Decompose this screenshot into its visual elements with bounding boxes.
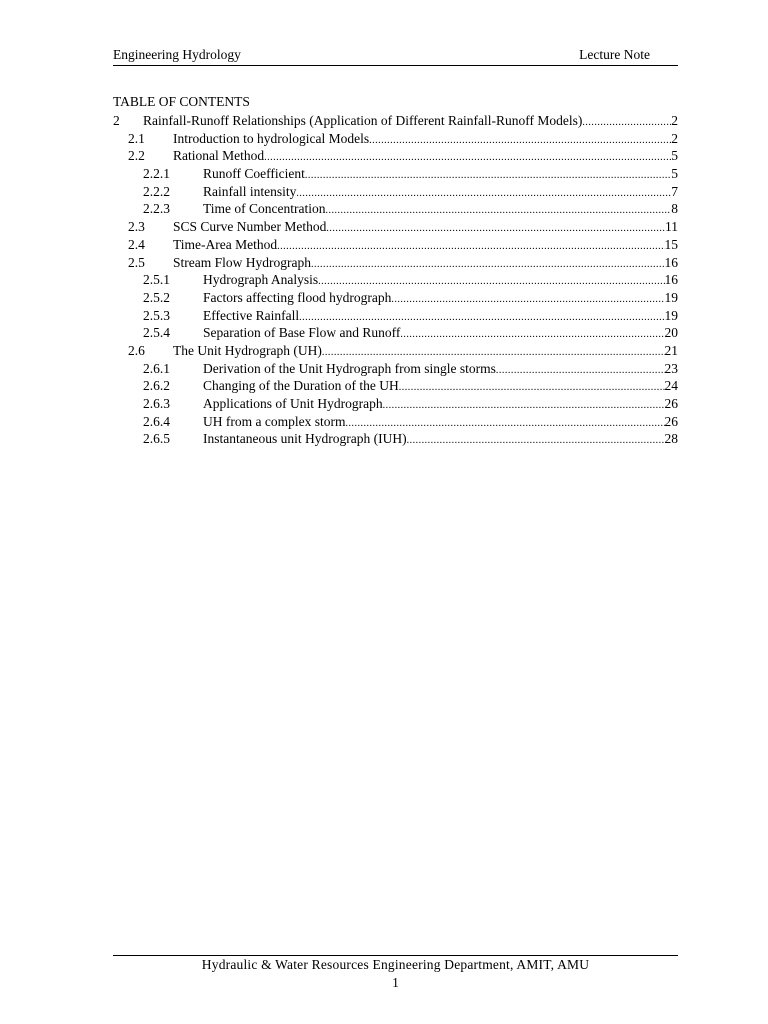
toc-entry-number: 2.6	[128, 342, 145, 358]
toc-entry-page: 2	[671, 130, 678, 146]
toc-entry[interactable]	[113, 395, 678, 413]
toc-dot-leader	[407, 432, 665, 450]
toc-entry-number: 2.3	[128, 219, 145, 235]
toc-entry-page: 23	[664, 360, 678, 376]
toc-entry-title: Runoff Coefficient	[203, 166, 305, 182]
toc-entry-title: Rainfall intensity	[203, 183, 297, 199]
toc-entry-page: 15	[664, 236, 678, 252]
toc-entry-title: UH from a complex storm	[203, 413, 346, 429]
toc-entry-page: 19	[664, 307, 678, 323]
header-course-title: Engineering Hydrology	[113, 47, 241, 62]
table-of-contents	[113, 112, 678, 448]
toc-entry[interactable]	[113, 236, 678, 254]
toc-entry-title: Changing of the Duration of the UH	[203, 378, 399, 394]
toc-entry-page: 21	[664, 342, 678, 358]
toc-entry-title: The Unit Hydrograph (UH)	[173, 342, 322, 358]
toc-entry-number: 2.2.1	[143, 166, 170, 182]
toc-entry-number: 2.5.2	[143, 289, 170, 305]
toc-entry-page: 28	[664, 431, 678, 447]
toc-entry[interactable]	[113, 271, 678, 289]
toc-entry-page: 11	[665, 219, 678, 235]
toc-entry-number: 2.6.2	[143, 378, 170, 394]
toc-entry-title: Effective Rainfall	[203, 307, 300, 323]
toc-entry-title: Time-Area Method	[173, 236, 278, 252]
toc-entry-page: 8	[671, 201, 678, 217]
toc-entry-title: Rainfall-Runoff Relationships (Application of Different Rainfall-Runoff Models)	[143, 113, 583, 128]
toc-entry-number: 2.5.3	[143, 307, 170, 323]
toc-entry[interactable]	[113, 200, 678, 218]
toc-entry-page: 26	[664, 396, 678, 411]
toc-entry-page: 5	[671, 148, 678, 164]
toc-entry-title: Hydrograph Analysis	[203, 272, 319, 288]
toc-entry[interactable]	[113, 130, 678, 148]
toc-entry-page: 16	[664, 254, 678, 270]
toc-entry-title: SCS Curve Number Method	[173, 219, 327, 235]
footer-department: Hydraulic & Water Resources Engineering Department, AMIT, AMU	[201, 957, 590, 972]
toc-entry-page: 19	[664, 289, 678, 305]
toc-entry-number: 2.2.2	[143, 183, 170, 199]
page-number: 1	[392, 975, 399, 990]
toc-entry-page: 24	[664, 378, 678, 394]
toc-entry[interactable]	[113, 342, 678, 360]
toc-entry-number: 2.6.3	[143, 396, 170, 411]
toc-entry[interactable]	[113, 360, 678, 378]
toc-entry-title: Derivation of the Unit Hydrograph from single storms	[203, 360, 496, 376]
toc-entry[interactable]	[113, 289, 678, 307]
toc-entry-number: 2.6.5	[143, 431, 170, 447]
toc-entry-number: 2	[113, 113, 120, 128]
toc-heading: TABLE OF CONTENTS	[113, 94, 250, 109]
header-doc-type: Lecture Note	[579, 47, 650, 62]
toc-entry-number: 2.5.4	[143, 325, 170, 341]
toc-entry-page: 7	[671, 183, 678, 199]
toc-entry-title: Introduction to hydrological Models	[173, 130, 370, 146]
toc-entry-page: 2	[671, 113, 678, 128]
toc-entry-number: 2.4	[128, 236, 145, 252]
toc-entry-title: Separation of Base Flow and Runoff	[203, 325, 401, 341]
toc-entry-title: Applications of Unit Hydrograph	[203, 396, 383, 411]
toc-entry[interactable]	[113, 183, 678, 201]
toc-entry[interactable]	[113, 218, 678, 236]
toc-entry[interactable]	[113, 324, 678, 342]
toc-entry-number: 2.2	[128, 148, 145, 164]
toc-entry-number: 2.1	[128, 130, 145, 146]
toc-entry-number: 2.5	[128, 254, 145, 270]
toc-entry-title: Stream Flow Hydrograph	[173, 254, 311, 270]
toc-entry[interactable]	[113, 307, 678, 325]
toc-entry-title: Factors affecting flood hydrograph	[203, 289, 392, 305]
toc-entry[interactable]	[113, 165, 678, 183]
toc-entry-number: 2.2.3	[143, 201, 170, 217]
toc-entry-number: 2.5.1	[143, 272, 170, 288]
toc-entry[interactable]	[113, 112, 678, 130]
toc-entry-title: Rational Method	[173, 148, 265, 164]
toc-entry-number: 2.6.4	[143, 413, 170, 429]
toc-entry-page: 20	[664, 325, 678, 341]
toc-entry-title: Instantaneous unit Hydrograph (IUH)	[203, 431, 407, 447]
footer-divider	[113, 955, 678, 956]
toc-entry[interactable]	[113, 413, 678, 431]
toc-entry[interactable]	[113, 254, 678, 272]
toc-entry-page: 26	[664, 413, 678, 429]
toc-entry[interactable]	[113, 147, 678, 165]
toc-entry-number: 2.6.1	[143, 360, 170, 376]
toc-entry-page: 5	[671, 166, 678, 182]
toc-entry[interactable]	[113, 377, 678, 395]
toc-entry-title: Time of Concentration	[203, 201, 326, 217]
toc-entry-page: 16	[664, 272, 678, 288]
toc-entry[interactable]	[113, 430, 678, 448]
page-header	[113, 47, 678, 66]
